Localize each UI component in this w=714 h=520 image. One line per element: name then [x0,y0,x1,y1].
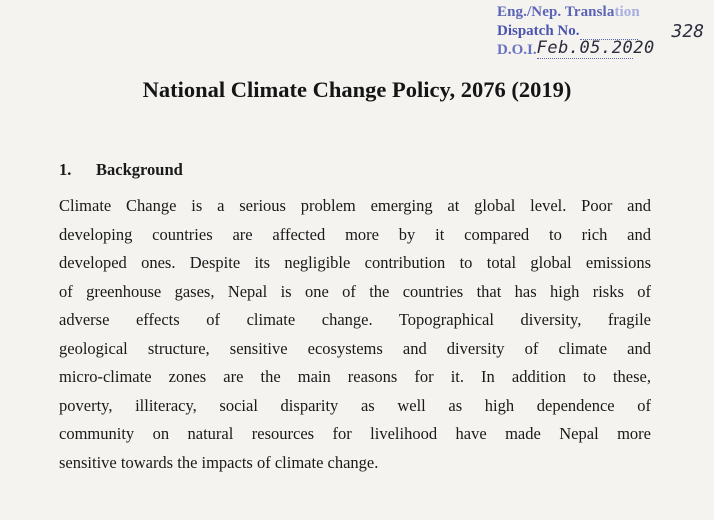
doi-label: D.O.I. [497,42,537,58]
section-heading [59,160,183,180]
background-paragraph [59,192,651,477]
paragraph-line: geological structure, sensitive ecosystems and diversity of climate and [59,338,651,358]
paragraph-line: poverty, illiteracy, social disparity as well as high dependence of [59,395,651,415]
paragraph-line: community on natural resources for livelihood have made Nepal more [59,424,651,443]
paragraph-line: developing countries are affected more by it compared to rich and [59,224,651,244]
section-number: 1. [59,160,72,179]
paragraph-line: adverse effects of climate change. Topographical diversity, fragile [59,310,651,329]
paragraph-line: sensitive towards the impacts of climate change. [59,452,379,472]
doi-date: Feb.05.2020 [536,38,655,58]
document-title: National Climate Change Policy, 2076 (2019) [142,77,572,102]
stamp-doi-line [497,38,655,59]
dispatch-label: Dispatch No. [497,23,580,39]
paragraph-line: Climate Change is a serious problem emerging at global level. Poor and [59,196,651,215]
section-title: Background [96,160,183,179]
stamp-office-text: Eng./Nep. Transla [497,4,615,20]
stamp-office-text-faded: tion [614,4,640,20]
stamp-office-line [497,4,640,21]
doi-field [536,38,655,59]
dispatch-number: 328 [671,21,705,42]
paragraph-line: developed ones. Despite its negligible contribution to total global emissions [59,253,651,272]
translation-stamp [497,4,707,72]
paragraph-line: of greenhouse gases, Nepal is one of the countries that has high risks of [59,281,651,301]
paragraph-line: micro-climate zones are the main reasons for it. In addition to these, [59,367,651,386]
